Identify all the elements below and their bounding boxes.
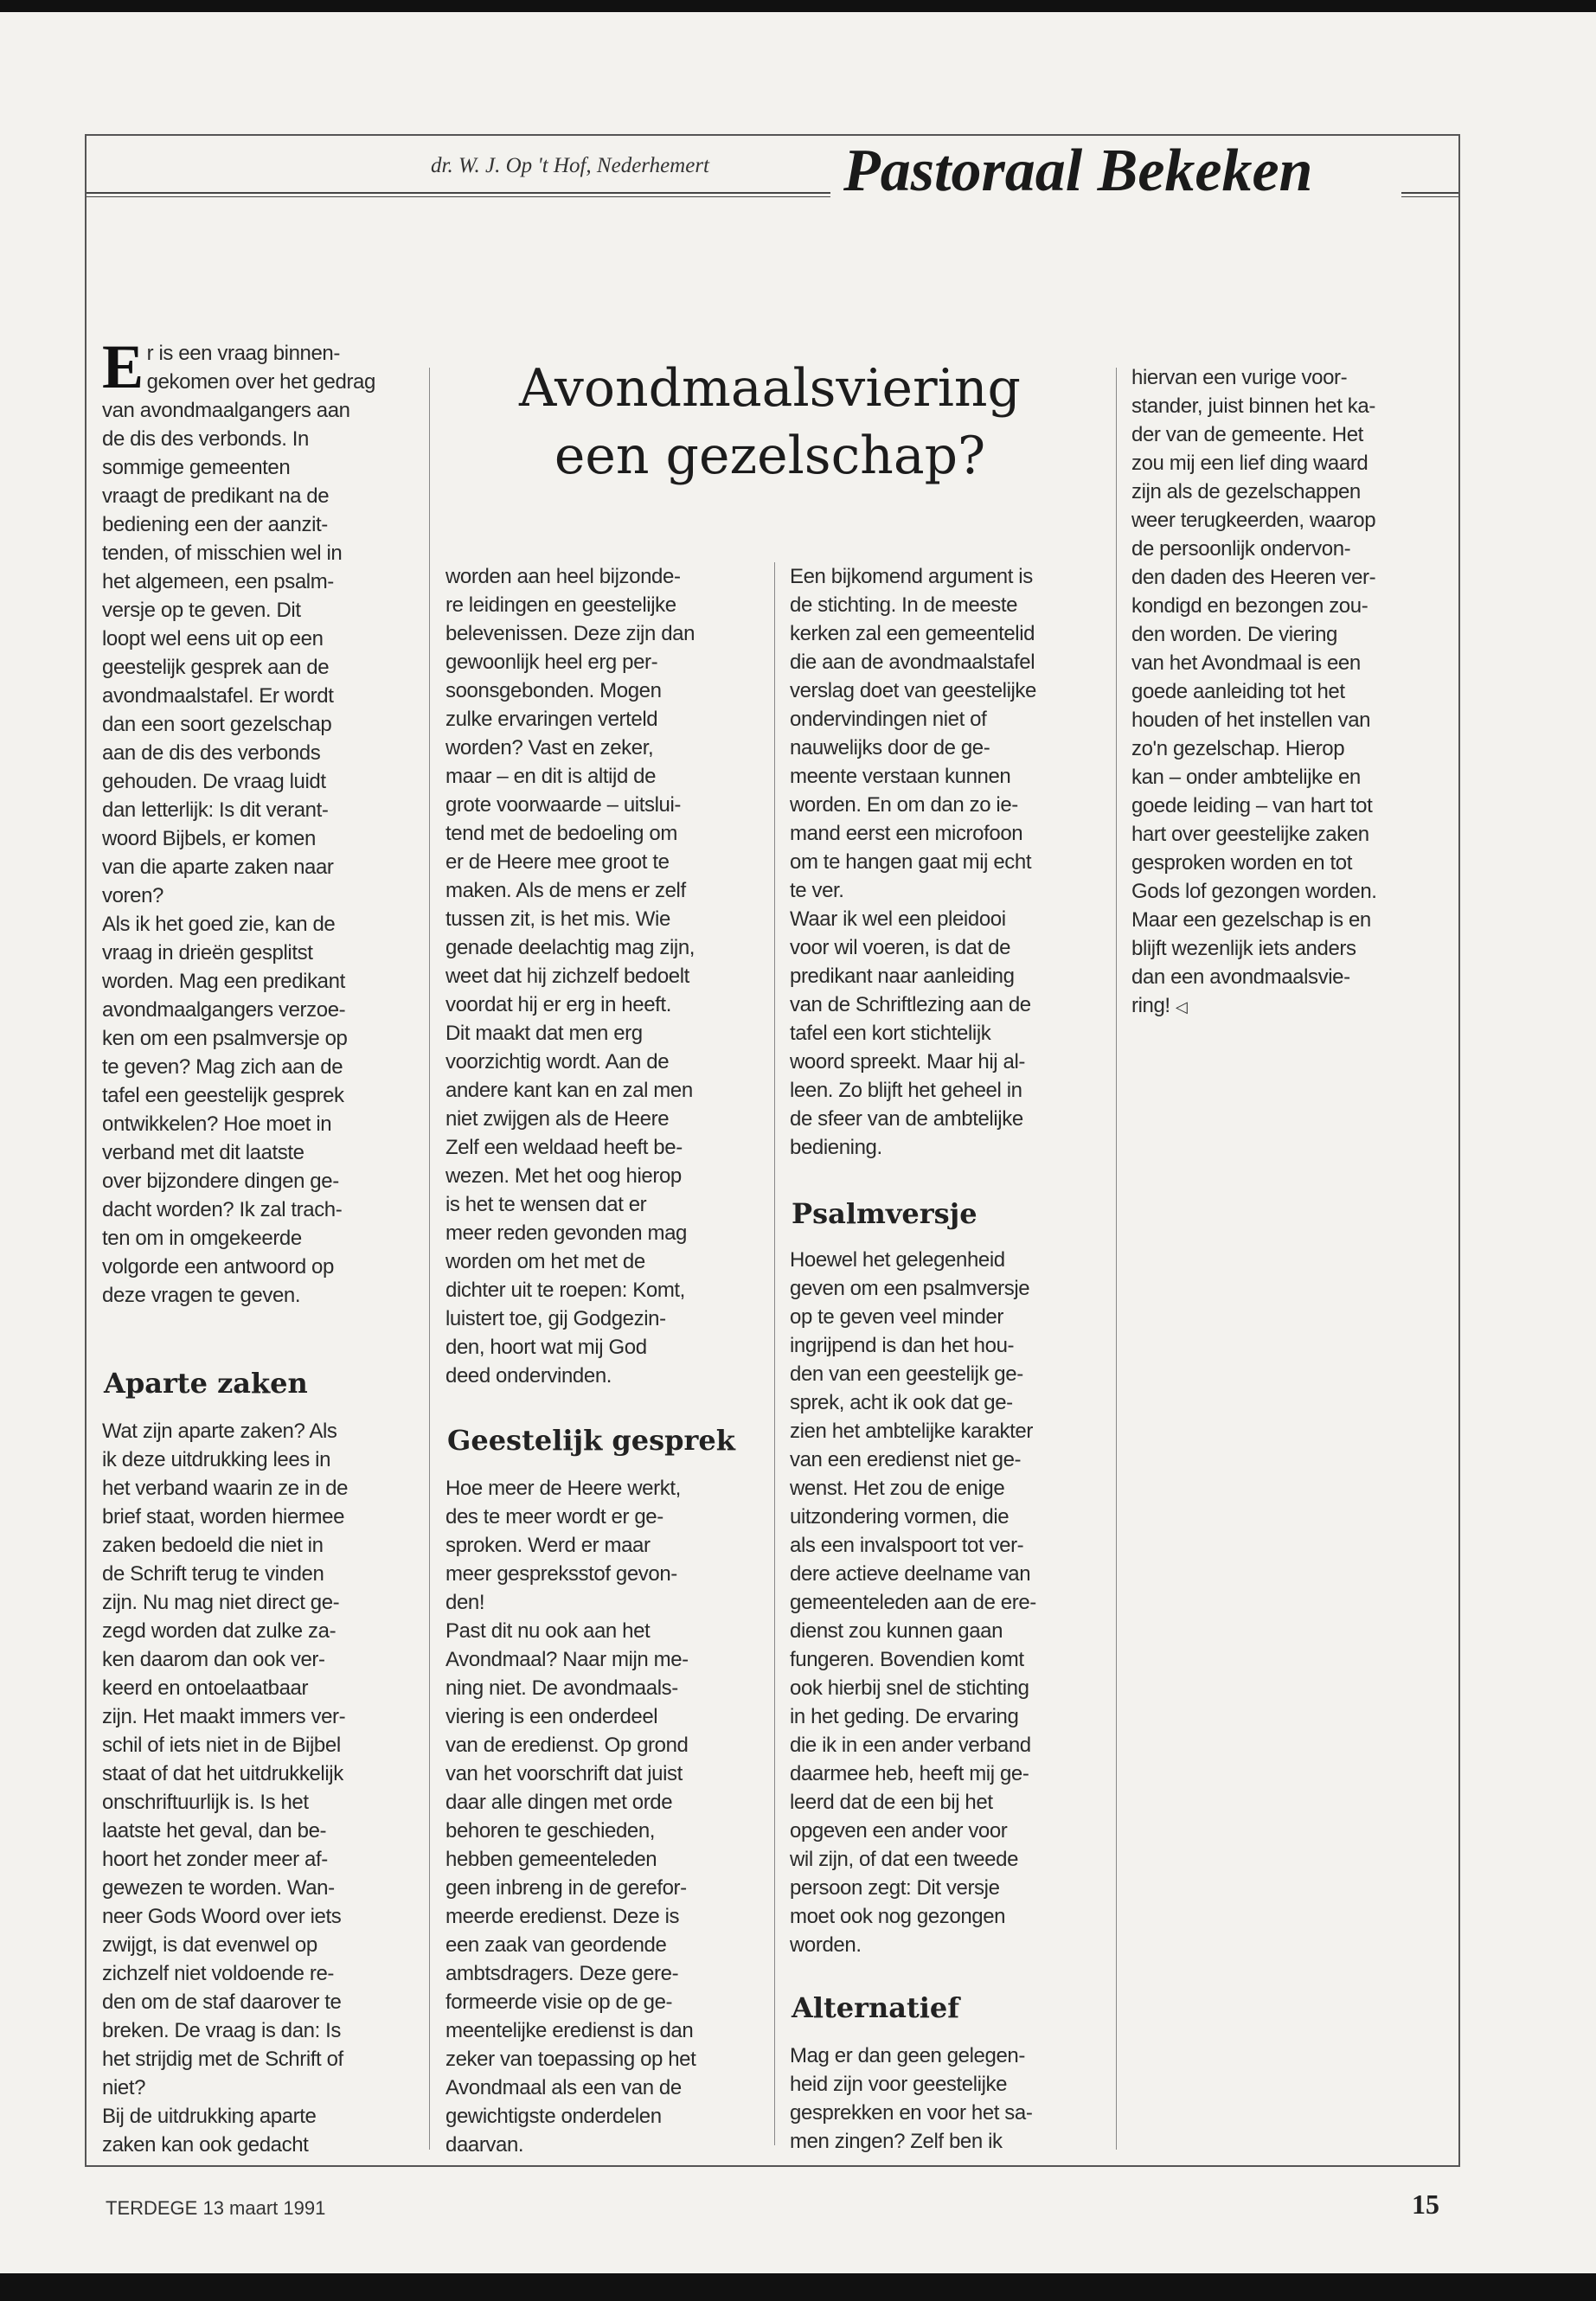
author-byline: dr. W. J. Op 't Hof, Nederhemert: [431, 154, 709, 177]
column-4: [1131, 363, 1443, 1022]
column-divider-2: [774, 562, 775, 2145]
column-1-aparte: Wat zijn aparte zaken? Als ik deze uitdrukking lees in het verband waarin ze in de brief staat, worden hiermee zaken bedoeld die niet in de Schrift terug te vinden zijn. Nu mag niet direct ge- zegd worden dat zulke za- ken daarom dan ook ver- keerd en ontoelaatbaar zijn. Het maakt immers ver- schil of iets niet in de Bijbel staat of dat het uitdrukkelijk onschriftuurlijk is. Is het laatste het geval, dan be- hoort het zonder meer af- gewezen te worden. Wan- neer Gods Woord over iets zwijgt, is dat evenwel op zichzelf niet voldoende re- den om de staf daarover te breken. De vraag is dan: Is het strijdig met de Schrift of niet? Bij de uitdrukking aparte zaken kan ook gedacht: [102, 1420, 349, 2157]
headline-line-2: een gezelschap?: [554, 426, 986, 486]
column-1-intro: [102, 332, 424, 1310]
page-number: 15: [1412, 2189, 1439, 2220]
column-3-alternatief: Mag er dan geen gelegen- heid zijn voor geestelijke gesprekken en voor het sa- men zingen? Zelf ben ik: [790, 2044, 1033, 2153]
column-divider-3: [1116, 368, 1117, 2150]
publication-footer: TERDEGE 13 maart 1991: [106, 2197, 326, 2219]
header-rule-right-thin: [1401, 196, 1458, 197]
subheading-geestelijk-gesprek: Geestelijk gesprek: [447, 1424, 735, 1457]
section-title: Pastoraal Bekeken: [843, 138, 1313, 204]
column-2-bottom: Hoe meer de Heere werkt, des te meer wordt er ge- sproken. Werd er maar meer gespreksstof gevon- den! Past dit nu ook aan het Avondmaal? Naar mijn me- ning niet. De avondmaals- viering is een onderdeel van de eredienst. Op grond van het voorschrift dat juist daar alle dingen met orde behoren te geschieden, hebben gemeenteleden geen inbreng in de gerefor- meerde eredienst. Deze is een zaak van geordende ambtsdragers. Deze gere- formeerde visie op de ge- meentelijke eredienst is dan zeker van toepassing op het Avondmaal als een van de gewichtigste onderdelen daarvan.: [445, 1477, 696, 2157]
header-rule-right: [1401, 192, 1458, 194]
column-divider-1: [429, 368, 430, 2150]
column-2-top: worden aan heel bijzonde- re leidingen en geestelijke belevenissen. Deze zijn dan gewoonlijk heel erg per- soonsgebonden. Mogen zulke ervaringen verteld worden? Vast en zeker, maar – en dit is altijd de grote voorwaarde – uitslui- tend met de bedoeling om er de Heere mee groot te maken. Als de mens er zelf tussen zit, is het mis. Wie genade deelachtig mag zijn, weet dat hij zichzelf bedoelt voordat hij er erg in heeft. Dit maakt dat men erg voorzichtig wordt. Aan de andere kant kan en zal men niet zwijgen als de Heere Zelf een weldaad heeft be- wezen. Met het oog hierop is het te wensen dat er meer reden gevonden mag worden om het met de dichter uit te roepen: Komt, luistert toe, gij Godgezin- den, hoort wat mij God deed ondervinden.: [445, 565, 695, 1388]
column-3-psalm: Hoewel het gelegenheid geven om een psalmversje op te geven veel minder ingrijpend is dan het hou- den van een geestelijk ge- sprek, acht ik ook dat ge- zien het ambtelijke karakter van een eredienst niet ge- wenst. Het zou de enige uitzondering vormen, die als een invalspoort tot ver- dere actieve deelname van gemeenteleden aan de ere- dienst zou kunnen gaan fungeren. Bovendien komt ook hierbij snel de stichting in het geding. De ervaring die ik in een ander verband daarmee heb, heeft mij ge- leerd dat de een bij het opgeven een ander voor wil zijn, of dat een tweede persoon zegt: Dit versje moet ook nog gezongen worden.: [790, 1248, 1036, 1957]
article-headline: [424, 355, 1116, 490]
bottom-scan-edge: [0, 2273, 1596, 2301]
end-of-article-icon: ◁: [1175, 998, 1188, 1016]
column-3-top: Een bijkomend argument is de stichting. In de meeste kerken zal een gemeentelid die aan de avondmaalstafel verslag doet van geestelijke ondervindingen niet of nauwelijks door de ge- meente verstaan kunnen worden. En om dan zo ie- mand eerst een microfoon om te hangen gaat mij echt te ver. Waar ik wel een pleidooi voor wil voeren, is dat de predikant naar aanleiding van de Schriftlezing aan de tafel een kort stichtelijk woord spreekt. Maar hij al- leen. Zo blijft het geheel in de sfeer van de ambtelijke bediening.: [790, 565, 1036, 1159]
header-rule: [87, 192, 830, 194]
column-4-text: hiervan een vurige voor- stander, juist binnen het ka- der van de gemeente. Het zou mij een lief ding waard zijn als de gezelschappen weer terugkeerden, waarop de persoonlijk ondervon- den daden des Heeren ver- kondigd en bezongen zou- den worden. De viering van het Avondmaal is een goede aanleiding tot het houden of het instellen van zo'n gezelschap. Hierop kan – onder ambtelijke en goede leiding – van hart tot hart over geestelijke zaken gesproken worden en tot Gods lof gezongen worden. Maar een gezelschap is en blijft wezenlijk iets anders dan een avondmaalsvie- ring!: [1131, 366, 1377, 1017]
drop-cap: E: [102, 332, 144, 401]
subheading-alternatief: Alternatief: [792, 1991, 960, 2024]
intro-text: r is een vraag binnen- gekomen over het gedrag van avondmaalgangers aan de dis des verbonds. In sommige gemeenten vraagt de predikant na de bediening een der aanzit- tenden, of misschien wel in het algemeen, een psalm- versje op te geven. Dit loopt wel eens uit op een geestelijk gesprek aan de avondmaalstafel. Er wordt dan een soort gezelschap aan de dis des verbonds gehouden. De vraag luidt dan letterlijk: Is dit verant- woord Bijbels, er komen van die aparte zaken naar voren? Als ik het goed zie, kan de vraag in drieën gesplitst worden. Mag een predikant avondmaalgangers verzoe- ken om een psalmversje op te geven? Mag zich aan de tafel een geestelijk gesprek ontwikkelen? Hoe moet in verband met dit laatste over bijzondere dingen ge- dacht worden? Ik zal trach- ten om in omgekeerde volgorde een antwoord op deze vragen te geven.: [102, 342, 375, 1307]
headline-line-1: Avondmaalsviering: [519, 358, 1021, 419]
top-scan-edge: [0, 0, 1596, 12]
subheading-aparte-zaken: Aparte zaken: [104, 1367, 308, 1400]
subheading-psalmversje: Psalmversje: [792, 1197, 977, 1230]
header-rule-thin: [87, 196, 830, 197]
